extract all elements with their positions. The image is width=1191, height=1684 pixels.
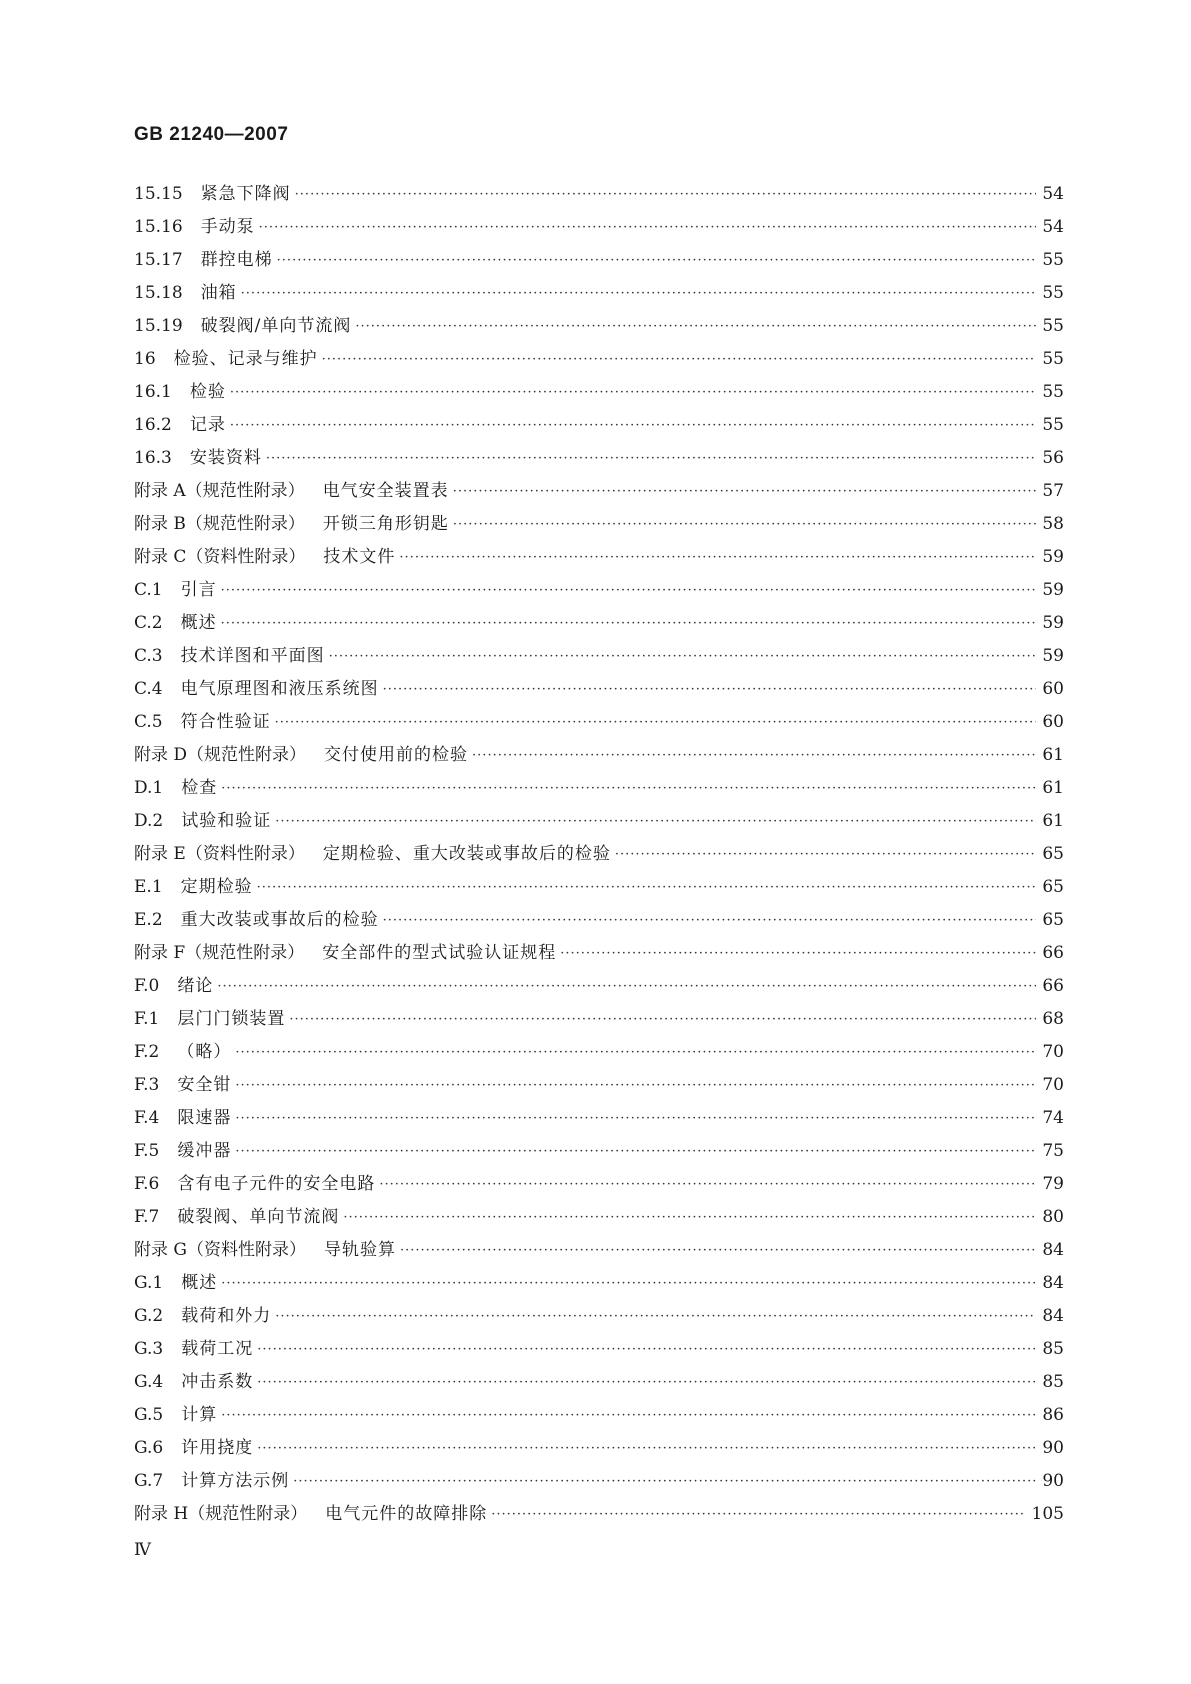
toc-dot-leader xyxy=(235,1069,1036,1102)
toc-entry-title: 安全钳 xyxy=(177,1075,232,1095)
toc-entry[interactable] xyxy=(134,673,1064,706)
toc-entry-page: 84 xyxy=(1042,1273,1064,1293)
toc-entry[interactable] xyxy=(134,871,1064,904)
toc-entry-title: 检验、记录与维护 xyxy=(173,349,318,369)
table-of-contents xyxy=(134,178,1064,1531)
toc-entry-number: F.3 xyxy=(134,1075,160,1095)
toc-dot-leader xyxy=(221,1399,1036,1432)
toc-entry-title: 记录 xyxy=(189,415,226,435)
toc-entry[interactable] xyxy=(134,1333,1064,1366)
toc-entry-number: F.6 xyxy=(134,1174,160,1194)
toc-entry-page: 65 xyxy=(1042,877,1064,897)
toc-entry-title: 导轨验算 xyxy=(323,1240,396,1260)
toc-entry-page: 58 xyxy=(1042,514,1064,534)
toc-entry-number: 16.1 xyxy=(134,382,172,402)
toc-dot-leader xyxy=(472,739,1036,772)
toc-dot-leader xyxy=(235,1102,1036,1135)
toc-entry[interactable] xyxy=(134,442,1064,475)
toc-entry-title: 计算 xyxy=(181,1405,218,1425)
toc-entry-title: 计算方法示例 xyxy=(181,1471,290,1491)
toc-entry[interactable] xyxy=(134,574,1064,607)
toc-entry-title: 破裂阀/单向节流阀 xyxy=(200,316,352,336)
toc-entry[interactable] xyxy=(134,1399,1064,1432)
toc-entry[interactable] xyxy=(134,1036,1064,1069)
toc-entry-number: D.1 xyxy=(134,778,164,798)
toc-dot-leader xyxy=(257,1333,1036,1366)
toc-entry-page: 55 xyxy=(1042,283,1064,303)
toc-entry-title: 电气元件的故障排除 xyxy=(325,1504,488,1524)
toc-dot-leader xyxy=(257,871,1036,904)
toc-entry[interactable] xyxy=(134,1168,1064,1201)
toc-entry-number: G.5 xyxy=(134,1405,164,1425)
toc-entry[interactable] xyxy=(134,244,1064,277)
toc-dot-leader xyxy=(221,574,1036,607)
toc-entry-page: 66 xyxy=(1042,976,1064,996)
toc-dot-leader xyxy=(289,1003,1036,1036)
toc-entry-number: G.6 xyxy=(134,1438,164,1458)
document-standard-code: GB 21240—2007 xyxy=(134,124,289,145)
toc-dot-leader xyxy=(322,343,1036,376)
toc-dot-leader xyxy=(266,442,1036,475)
toc-entry-number: F.2 xyxy=(134,1042,160,1062)
toc-entry-number: G.1 xyxy=(134,1273,164,1293)
toc-entry-page: 86 xyxy=(1042,1405,1064,1425)
toc-entry[interactable] xyxy=(134,739,1064,772)
toc-entry-page: 60 xyxy=(1042,712,1064,732)
toc-entry-number: 附录 H（规范性附录） xyxy=(134,1504,308,1524)
toc-entry-page: 70 xyxy=(1042,1042,1064,1062)
toc-entry-title: 含有电子元件的安全电路 xyxy=(177,1174,376,1194)
toc-dot-leader xyxy=(221,607,1036,640)
toc-dot-leader xyxy=(453,475,1036,508)
toc-entry-page: 90 xyxy=(1042,1438,1064,1458)
toc-entry-title: 引言 xyxy=(180,580,217,600)
toc-dot-leader xyxy=(275,805,1036,838)
toc-entry-number: 附录 D（规范性附录） xyxy=(134,745,307,765)
toc-dot-leader xyxy=(383,904,1036,937)
toc-entry-title: 定期检验 xyxy=(180,877,253,897)
toc-entry-number: 15.17 xyxy=(134,250,183,270)
toc-entry-title: 概述 xyxy=(181,1273,218,1293)
toc-entry-title: 缓冲器 xyxy=(177,1141,232,1161)
toc-entry-title: 绪论 xyxy=(177,976,214,996)
toc-entry-number: C.3 xyxy=(134,646,163,666)
toc-dot-leader xyxy=(257,1432,1036,1465)
toc-entry-number: D.2 xyxy=(134,811,164,831)
toc-entry-number: 15.19 xyxy=(134,316,183,336)
toc-entry-page: 55 xyxy=(1042,349,1064,369)
toc-entry-title: 紧急下降阀 xyxy=(200,184,291,204)
toc-entry[interactable] xyxy=(134,970,1064,1003)
toc-entry-title: （略） xyxy=(177,1042,232,1062)
toc-entry[interactable] xyxy=(134,1069,1064,1102)
toc-entry-page: 74 xyxy=(1042,1108,1064,1128)
toc-entry-page: 55 xyxy=(1042,316,1064,336)
toc-entry[interactable] xyxy=(134,1135,1064,1168)
toc-entry[interactable] xyxy=(134,508,1064,541)
toc-dot-leader xyxy=(453,508,1036,541)
toc-dot-leader xyxy=(259,211,1036,244)
toc-entry-number: 附录 F（规范性附录） xyxy=(134,943,305,963)
toc-dot-leader xyxy=(295,178,1036,211)
toc-entry-number: 15.18 xyxy=(134,283,183,303)
toc-entry-title: 概述 xyxy=(180,613,217,633)
toc-entry-title: 试验和验证 xyxy=(181,811,272,831)
toc-entry-title: 群控电梯 xyxy=(200,250,273,270)
toc-entry-number: G.3 xyxy=(134,1339,164,1359)
toc-dot-leader xyxy=(275,1300,1036,1333)
toc-entry[interactable] xyxy=(134,1300,1064,1333)
toc-entry-title: 技术详图和平面图 xyxy=(180,646,325,666)
toc-entry-title: 冲击系数 xyxy=(181,1372,254,1392)
toc-entry-title: 安全部件的型式试验认证规程 xyxy=(322,943,557,963)
toc-dot-leader xyxy=(329,640,1036,673)
toc-entry-title: 电气原理图和液压系统图 xyxy=(180,679,379,699)
toc-entry-page: 90 xyxy=(1042,1471,1064,1491)
toc-dot-leader xyxy=(257,1366,1036,1399)
toc-entry-title: 开锁三角形钥匙 xyxy=(322,514,449,534)
toc-dot-leader xyxy=(230,376,1036,409)
toc-dot-leader xyxy=(235,1036,1036,1069)
toc-entry-page: 59 xyxy=(1042,613,1064,633)
toc-entry[interactable] xyxy=(134,1102,1064,1135)
toc-entry-number: 16 xyxy=(134,349,156,369)
toc-dot-leader xyxy=(217,970,1036,1003)
toc-entry[interactable] xyxy=(134,772,1064,805)
toc-entry-number: F.1 xyxy=(134,1009,160,1029)
toc-entry[interactable] xyxy=(134,1498,1064,1531)
toc-entry-number: E.1 xyxy=(134,877,163,897)
toc-entry-number: C.2 xyxy=(134,613,163,633)
toc-entry[interactable] xyxy=(134,1234,1064,1267)
toc-entry[interactable] xyxy=(134,937,1064,970)
toc-entry-number: 16.2 xyxy=(134,415,172,435)
toc-dot-leader xyxy=(277,244,1036,277)
toc-entry-title: 定期检验、重大改装或事故后的检验 xyxy=(322,844,611,864)
toc-entry-number: F.7 xyxy=(134,1207,160,1227)
toc-entry-page: 57 xyxy=(1042,481,1064,501)
toc-dot-leader xyxy=(491,1498,1025,1531)
toc-entry[interactable] xyxy=(134,1003,1064,1036)
toc-entry-number: C.5 xyxy=(134,712,163,732)
toc-entry-title: 检查 xyxy=(181,778,218,798)
toc-entry[interactable] xyxy=(134,1201,1064,1234)
toc-entry[interactable] xyxy=(134,541,1064,574)
toc-entry[interactable] xyxy=(134,706,1064,739)
toc-entry-number: F.4 xyxy=(134,1108,160,1128)
toc-entry-page: 75 xyxy=(1042,1141,1064,1161)
toc-entry[interactable] xyxy=(134,640,1064,673)
toc-entry-page: 61 xyxy=(1042,745,1064,765)
toc-entry-number: G.7 xyxy=(134,1471,164,1491)
toc-entry-page: 56 xyxy=(1042,448,1064,468)
toc-entry-title: 检验 xyxy=(189,382,226,402)
toc-entry[interactable] xyxy=(134,178,1064,211)
toc-entry-number: 附录 A（规范性附录） xyxy=(134,481,305,501)
toc-entry[interactable] xyxy=(134,376,1064,409)
toc-entry-page: 84 xyxy=(1042,1240,1064,1260)
toc-entry-page: 59 xyxy=(1042,580,1064,600)
toc-entry[interactable] xyxy=(134,838,1064,871)
toc-dot-leader xyxy=(400,1234,1036,1267)
toc-entry-number: 16.3 xyxy=(134,448,172,468)
toc-entry-title: 电气安全装置表 xyxy=(322,481,449,501)
toc-entry-title: 限速器 xyxy=(177,1108,232,1128)
toc-entry-number: C.1 xyxy=(134,580,163,600)
toc-entry-title: 交付使用前的检验 xyxy=(324,745,469,765)
page-number-folio: Ⅳ xyxy=(134,1540,151,1560)
toc-entry-page: 79 xyxy=(1042,1174,1064,1194)
toc-entry-number: 附录 C（资料性附录） xyxy=(134,547,306,567)
toc-dot-leader xyxy=(241,277,1036,310)
toc-entry-number: E.2 xyxy=(134,910,163,930)
toc-entry-title: 油箱 xyxy=(200,283,237,303)
toc-entry-number: C.4 xyxy=(134,679,163,699)
toc-entry-page: 80 xyxy=(1042,1207,1064,1227)
toc-entry-title: 载荷工况 xyxy=(181,1339,254,1359)
toc-entry-title: 重大改装或事故后的检验 xyxy=(180,910,379,930)
toc-dot-leader xyxy=(399,541,1036,574)
toc-entry-page: 68 xyxy=(1042,1009,1064,1029)
toc-entry-page: 66 xyxy=(1042,943,1064,963)
toc-entry-number: G.4 xyxy=(134,1372,164,1392)
toc-entry-number: 15.16 xyxy=(134,217,183,237)
toc-dot-leader xyxy=(615,838,1036,871)
toc-entry-page: 55 xyxy=(1042,415,1064,435)
toc-dot-leader xyxy=(560,937,1036,970)
toc-entry-title: 许用挠度 xyxy=(181,1438,254,1458)
toc-entry-page: 59 xyxy=(1042,646,1064,666)
toc-entry[interactable] xyxy=(134,1366,1064,1399)
toc-entry[interactable] xyxy=(134,805,1064,838)
toc-entry-title: 层门门锁装置 xyxy=(177,1009,286,1029)
toc-entry[interactable] xyxy=(134,343,1064,376)
toc-entry-number: F.5 xyxy=(134,1141,160,1161)
toc-entry-page: 105 xyxy=(1031,1504,1064,1524)
toc-entry[interactable] xyxy=(134,1465,1064,1498)
toc-entry-page: 54 xyxy=(1042,217,1064,237)
toc-entry[interactable] xyxy=(134,277,1064,310)
toc-entry-number: F.0 xyxy=(134,976,160,996)
toc-entry-title: 破裂阀、单向节流阀 xyxy=(177,1207,340,1227)
toc-entry-title: 技术文件 xyxy=(323,547,396,567)
toc-entry-page: 70 xyxy=(1042,1075,1064,1095)
toc-entry-title: 符合性验证 xyxy=(180,712,271,732)
toc-entry[interactable] xyxy=(134,1432,1064,1465)
toc-dot-leader xyxy=(293,1465,1036,1498)
toc-entry-number: 附录 B（规范性附录） xyxy=(134,514,305,534)
toc-entry-page: 54 xyxy=(1042,184,1064,204)
toc-entry-page: 61 xyxy=(1042,811,1064,831)
toc-dot-leader xyxy=(275,706,1036,739)
toc-entry-title: 手动泵 xyxy=(200,217,255,237)
toc-dot-leader xyxy=(235,1135,1036,1168)
toc-entry-page: 84 xyxy=(1042,1306,1064,1326)
toc-entry-page: 55 xyxy=(1042,250,1064,270)
toc-entry-page: 55 xyxy=(1042,382,1064,402)
toc-dot-leader xyxy=(230,409,1036,442)
toc-dot-leader xyxy=(383,673,1036,706)
toc-entry-page: 85 xyxy=(1042,1339,1064,1359)
toc-dot-leader xyxy=(379,1168,1036,1201)
toc-entry[interactable] xyxy=(134,904,1064,937)
toc-entry-title: 安装资料 xyxy=(189,448,262,468)
toc-entry[interactable] xyxy=(134,310,1064,343)
toc-dot-leader xyxy=(221,1267,1036,1300)
toc-entry-number: 附录 G（资料性附录） xyxy=(134,1240,306,1260)
toc-entry-page: 60 xyxy=(1042,679,1064,699)
toc-entry-page: 65 xyxy=(1042,844,1064,864)
toc-entry-title: 载荷和外力 xyxy=(181,1306,272,1326)
toc-entry[interactable] xyxy=(134,211,1064,244)
toc-entry-page: 59 xyxy=(1042,547,1064,567)
toc-entry[interactable] xyxy=(134,409,1064,442)
toc-dot-leader xyxy=(221,772,1036,805)
toc-entry-number: 附录 E（资料性附录） xyxy=(134,844,305,864)
toc-entry[interactable] xyxy=(134,1267,1064,1300)
toc-entry-number: 15.15 xyxy=(134,184,183,204)
toc-entry-number: G.2 xyxy=(134,1306,164,1326)
toc-entry-page: 85 xyxy=(1042,1372,1064,1392)
toc-entry-page: 61 xyxy=(1042,778,1064,798)
toc-dot-leader xyxy=(355,310,1036,343)
toc-entry[interactable] xyxy=(134,475,1064,508)
toc-entry[interactable] xyxy=(134,607,1064,640)
toc-dot-leader xyxy=(343,1201,1036,1234)
toc-entry-page: 65 xyxy=(1042,910,1064,930)
